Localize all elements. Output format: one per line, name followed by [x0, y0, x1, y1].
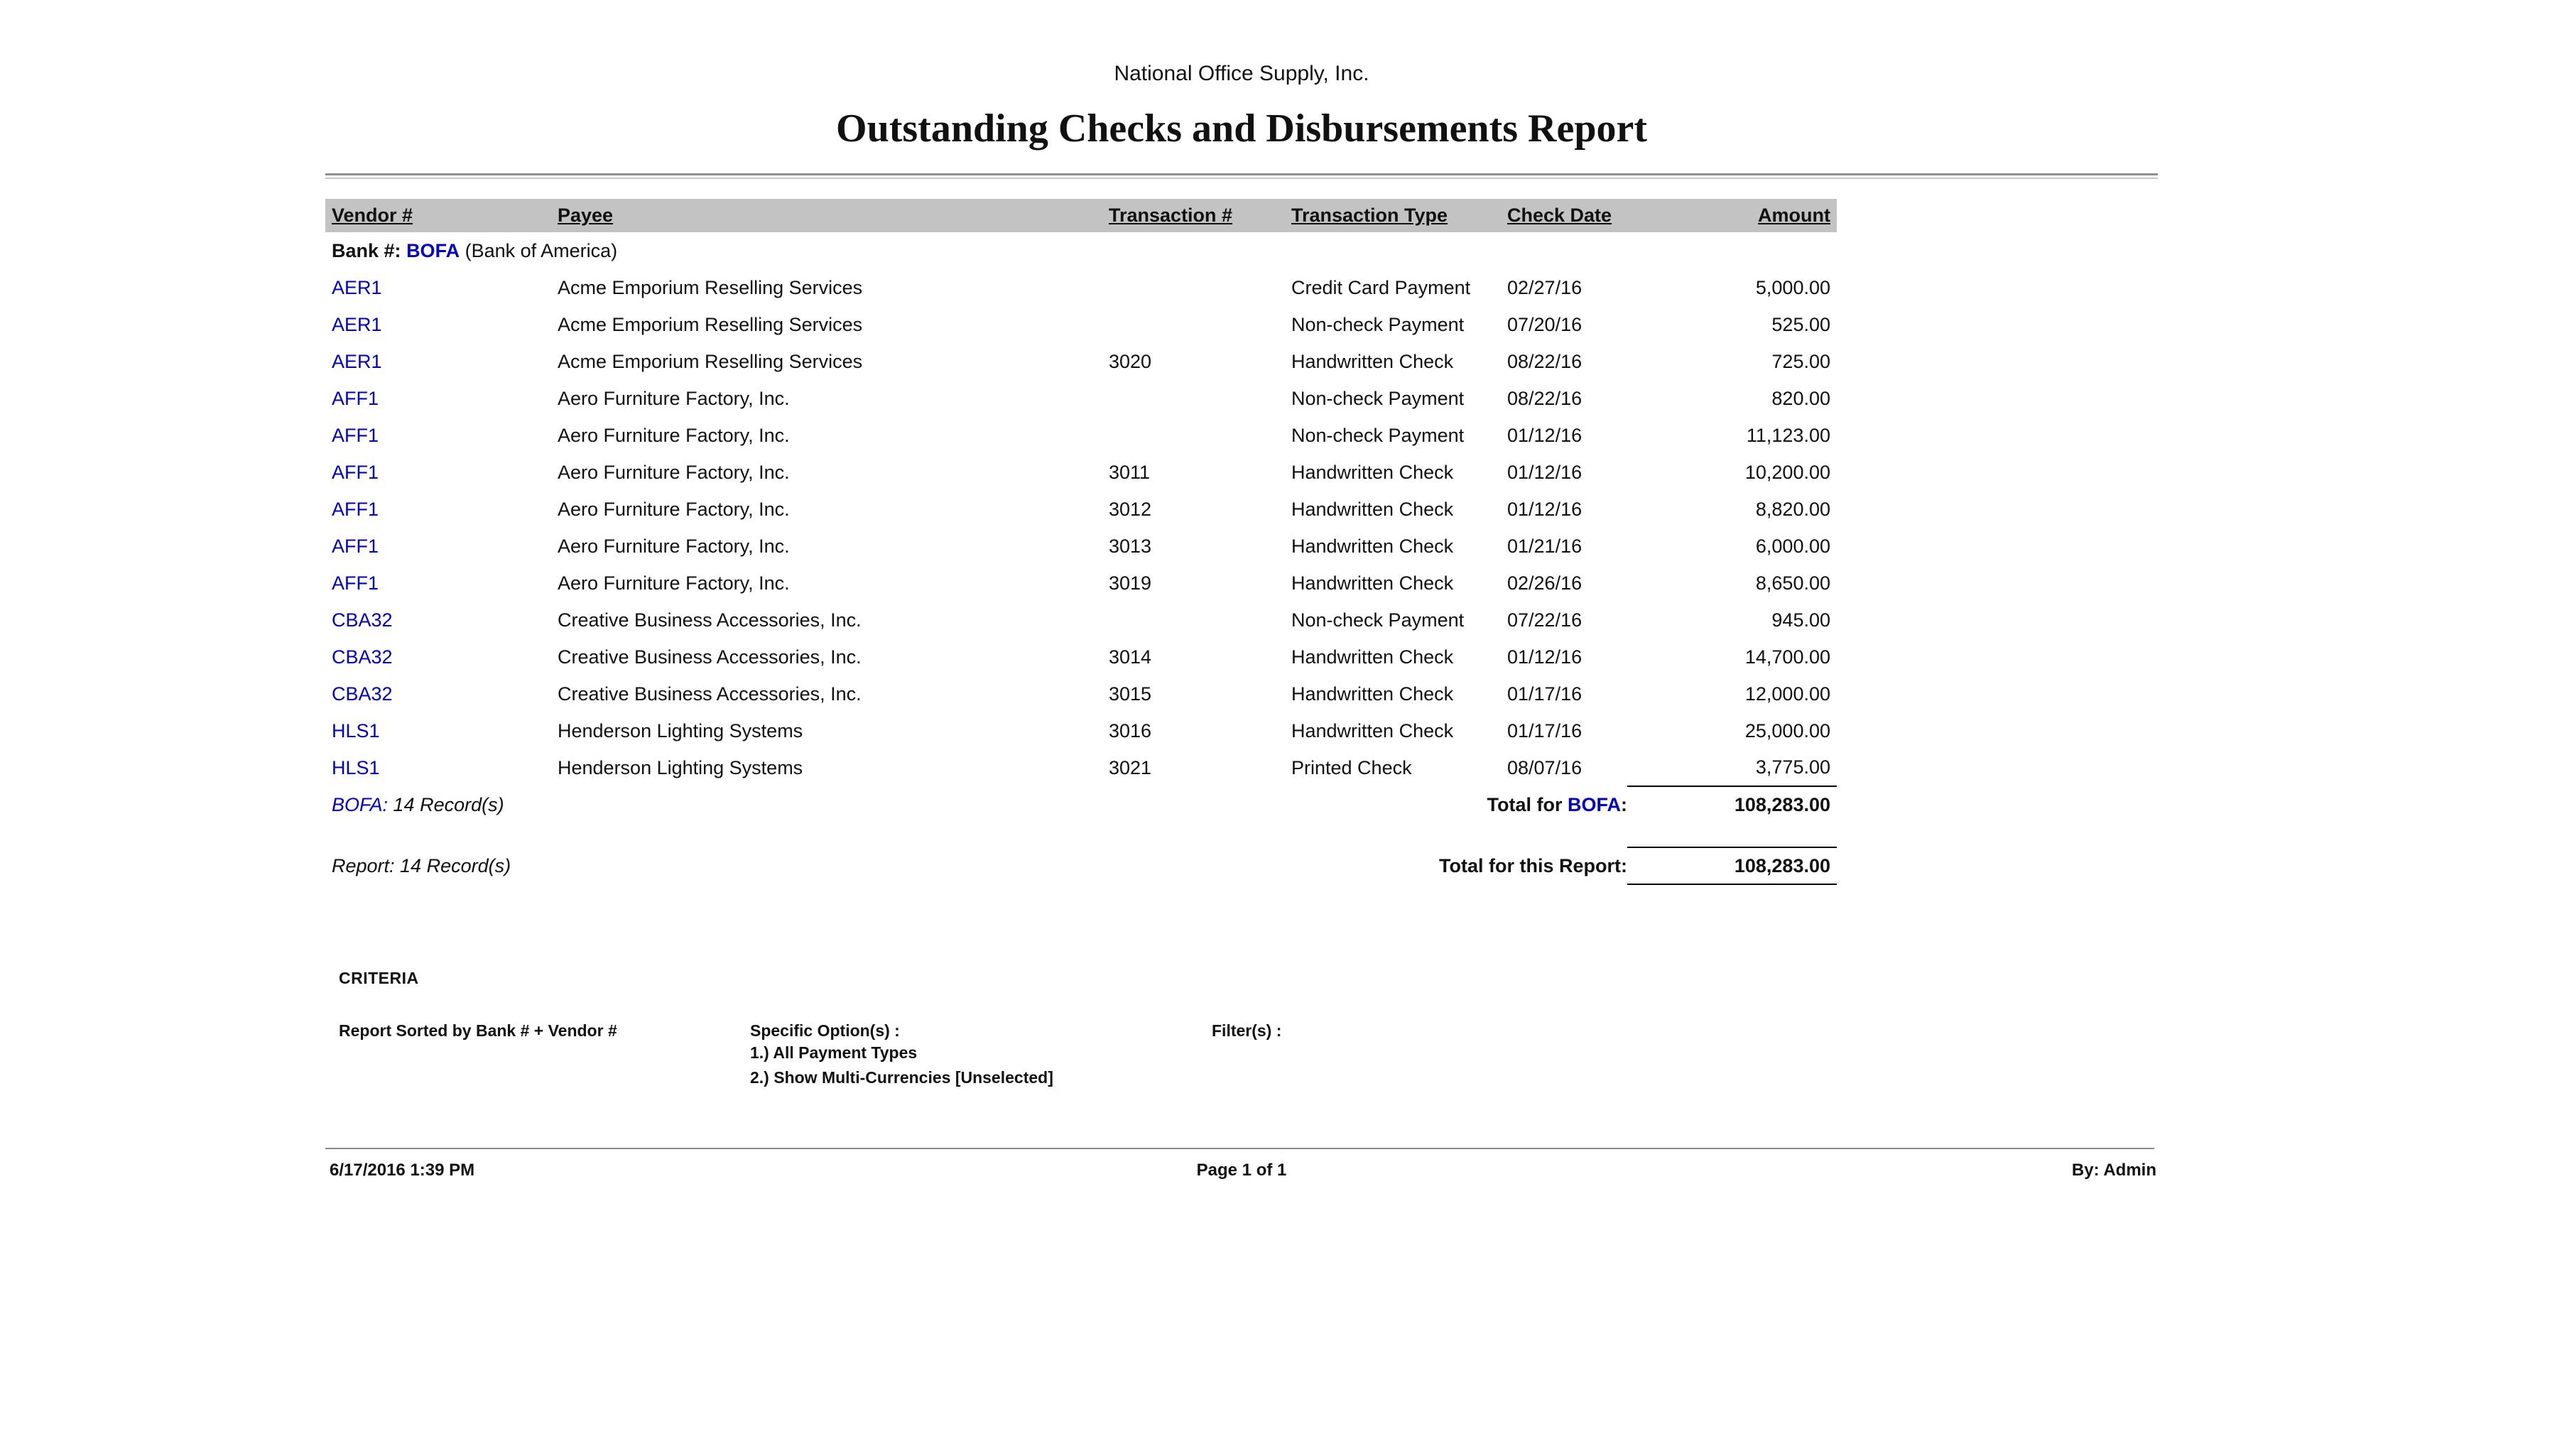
amount-cell: 820.00	[1771, 387, 1830, 409]
check-date-cell: 01/12/16	[1507, 461, 1582, 483]
check-date-cell: 02/26/16	[1507, 572, 1582, 594]
table-row	[325, 639, 1837, 675]
bank-code-link[interactable]: BOFA	[406, 239, 460, 261]
amount-cell: 3,775.00	[1755, 756, 1830, 778]
report-total-label: Total for this Report:	[1439, 854, 1627, 876]
transaction-type-cell: Non-check Payment	[1291, 387, 1465, 409]
transaction-type-cell: Credit Card Payment	[1291, 276, 1471, 298]
amount-cell: 25,000.00	[1744, 719, 1830, 741]
report-rows	[325, 269, 1837, 786]
transaction-cell: 3011	[1109, 461, 1151, 483]
table-row	[325, 454, 1837, 491]
vendor-code-link[interactable]: AFF1	[332, 535, 379, 557]
bank-label: Bank #:	[332, 239, 401, 261]
column-header-vendor: Vendor #	[325, 199, 551, 232]
payee-cell: Aero Furniture Factory, Inc.	[558, 424, 790, 446]
amount-cell: 11,123.00	[1746, 424, 1830, 446]
transaction-cell: 3012	[1109, 498, 1152, 520]
transaction-type-cell: Printed Check	[1291, 756, 1412, 778]
criteria-option-1: 1.) All Payment Types	[750, 1043, 918, 1062]
spacer-row	[325, 823, 1837, 847]
payee-cell: Henderson Lighting Systems	[558, 756, 803, 778]
report-total-amount: 108,283.00	[1627, 847, 1837, 884]
amount-cell: 8,820.00	[1755, 498, 1830, 520]
report-page	[325, 61, 2158, 1185]
payee-cell: Aero Furniture Factory, Inc.	[558, 387, 790, 409]
payee-cell: Creative Business Accessories, Inc.	[558, 609, 862, 631]
transaction-type-cell: Handwritten Check	[1291, 461, 1454, 483]
report-total-row	[325, 847, 1837, 884]
transaction-cell: 3013	[1109, 535, 1152, 557]
transaction-type-cell: Non-check Payment	[1291, 609, 1465, 631]
table-row	[325, 749, 1837, 786]
table-row	[325, 565, 1837, 602]
check-date-cell: 01/21/16	[1507, 535, 1582, 557]
vendor-code-link[interactable]: HLS1	[332, 756, 380, 778]
table-row	[325, 343, 1837, 380]
vendor-code-link[interactable]: AER1	[332, 276, 382, 298]
amount-cell: 12,000.00	[1744, 683, 1830, 705]
check-date-cell: 08/22/16	[1507, 350, 1582, 372]
transaction-cell: 3015	[1109, 683, 1152, 705]
transaction-type-cell: Handwritten Check	[1291, 646, 1454, 668]
bank-group-row	[325, 232, 1837, 269]
company-name: National Office Supply, Inc.	[1114, 62, 1369, 85]
payee-cell: Creative Business Accessories, Inc.	[558, 646, 862, 668]
report-title: Outstanding Checks and Disbursements Report	[836, 107, 1647, 151]
criteria-sorted-by: Report Sorted by Bank # + Vendor #	[339, 1021, 617, 1040]
transaction-type-cell: Handwritten Check	[1291, 535, 1454, 557]
transaction-cell	[1102, 269, 1285, 306]
table-row	[325, 712, 1837, 749]
payee-cell: Acme Emporium Reselling Services	[558, 313, 863, 335]
payee-cell: Aero Furniture Factory, Inc.	[558, 535, 790, 557]
check-date-cell: 08/22/16	[1507, 387, 1582, 409]
amount-cell: 6,000.00	[1755, 535, 1830, 557]
transaction-type-cell: Handwritten Check	[1291, 683, 1454, 705]
report-footer	[325, 1148, 2158, 1185]
footer-page-number: Page 1 of 1	[1196, 1161, 1287, 1180]
check-date-cell: 01/17/16	[1507, 683, 1582, 705]
column-header-transaction: Transaction #	[1102, 199, 1285, 232]
transaction-cell	[1102, 602, 1285, 639]
transaction-cell: 3020	[1109, 350, 1152, 372]
table-row	[325, 269, 1837, 306]
payee-cell: Aero Furniture Factory, Inc.	[558, 572, 790, 594]
transaction-cell: 3014	[1109, 646, 1152, 668]
vendor-code-link[interactable]: AFF1	[332, 424, 379, 446]
bank-name: (Bank of America)	[465, 239, 618, 261]
payee-cell: Henderson Lighting Systems	[558, 719, 803, 741]
transaction-cell: 3016	[1109, 719, 1152, 741]
payee-cell: Aero Furniture Factory, Inc.	[558, 498, 790, 520]
report-record-count: Report: 14 Record(s)	[332, 854, 511, 876]
column-header-amount: Amount	[1627, 199, 1837, 232]
criteria-options-label: Specific Option(s) :	[750, 1021, 900, 1040]
transaction-cell: 3021	[1109, 756, 1152, 778]
criteria-filters-label: Filter(s) :	[1212, 1021, 1282, 1040]
report-table	[325, 199, 1837, 885]
amount-cell: 725.00	[1771, 350, 1830, 372]
group-record-count: BOFA: 14 Record(s)	[332, 793, 504, 815]
vendor-code-link[interactable]: CBA32	[332, 609, 393, 631]
table-row	[325, 528, 1837, 565]
table-row	[325, 380, 1837, 417]
transaction-type-cell: Handwritten Check	[1291, 572, 1454, 594]
check-date-cell: 07/20/16	[1507, 313, 1582, 335]
column-header-payee: Payee	[551, 199, 1102, 232]
check-date-cell: 01/12/16	[1507, 498, 1582, 520]
check-date-cell: 07/22/16	[1507, 609, 1582, 631]
group-total-label: Total for BOFA:	[1487, 793, 1627, 815]
vendor-code-link[interactable]: AFF1	[332, 572, 379, 594]
column-header-date: Check Date	[1501, 199, 1627, 232]
bank-group-cell	[325, 232, 1837, 269]
amount-cell: 10,200.00	[1744, 461, 1830, 483]
amount-cell: 14,700.00	[1744, 646, 1830, 668]
transaction-type-cell: Non-check Payment	[1291, 424, 1465, 446]
footer-divider	[325, 1148, 2154, 1149]
vendor-code-link[interactable]: AFF1	[332, 498, 379, 520]
payee-cell: Creative Business Accessories, Inc.	[558, 683, 862, 705]
amount-cell: 8,650.00	[1755, 572, 1830, 594]
group-total-amount: 108,283.00	[1627, 786, 1837, 823]
payee-cell: Aero Furniture Factory, Inc.	[558, 461, 790, 483]
payee-cell: Acme Emporium Reselling Services	[558, 276, 863, 298]
footer-author: By: Admin	[2071, 1161, 2156, 1180]
amount-cell: 5,000.00	[1755, 276, 1830, 298]
transaction-cell: 3019	[1109, 572, 1152, 594]
transaction-cell	[1102, 306, 1285, 343]
criteria-option-2: 2.) Show Multi-Currencies [Unselected]	[750, 1068, 1053, 1087]
transaction-type-cell: Handwritten Check	[1291, 719, 1454, 741]
table-row	[325, 675, 1837, 712]
check-date-cell: 01/12/16	[1507, 646, 1582, 668]
table-row	[325, 417, 1837, 454]
vendor-code-link[interactable]: HLS1	[332, 719, 380, 741]
transaction-cell	[1102, 380, 1285, 417]
criteria-heading: CRITERIA	[339, 969, 419, 987]
payee-cell: Acme Emporium Reselling Services	[558, 350, 863, 372]
criteria-section	[325, 969, 2158, 1111]
criteria-options	[750, 1021, 1053, 1090]
title-divider	[325, 173, 2158, 179]
vendor-code-link[interactable]: AER1	[332, 350, 382, 372]
check-date-cell: 01/12/16	[1507, 424, 1582, 446]
transaction-type-cell: Handwritten Check	[1291, 498, 1454, 520]
transaction-type-cell: Handwritten Check	[1291, 350, 1454, 372]
vendor-code-link[interactable]: CBA32	[332, 646, 393, 668]
vendor-code-link[interactable]: CBA32	[332, 683, 393, 705]
transaction-type-cell: Non-check Payment	[1291, 313, 1465, 335]
vendor-code-link[interactable]: AFF1	[332, 461, 379, 483]
vendor-code-link[interactable]: AER1	[332, 313, 382, 335]
group-total-row	[325, 786, 1837, 823]
table-row	[325, 602, 1837, 639]
check-date-cell: 02/27/16	[1507, 276, 1582, 298]
footer-datetime: 6/17/2016 1:39 PM	[330, 1161, 475, 1180]
column-header-type: Transaction Type	[1285, 199, 1501, 232]
transaction-cell	[1102, 417, 1285, 454]
amount-cell: 945.00	[1771, 609, 1830, 631]
check-date-cell: 08/07/16	[1507, 756, 1582, 778]
amount-cell: 525.00	[1771, 313, 1830, 335]
check-date-cell: 01/17/16	[1507, 719, 1582, 741]
table-header-row	[325, 199, 1837, 232]
vendor-code-link[interactable]: AFF1	[332, 387, 379, 409]
table-row	[325, 491, 1837, 528]
table-row	[325, 306, 1837, 343]
